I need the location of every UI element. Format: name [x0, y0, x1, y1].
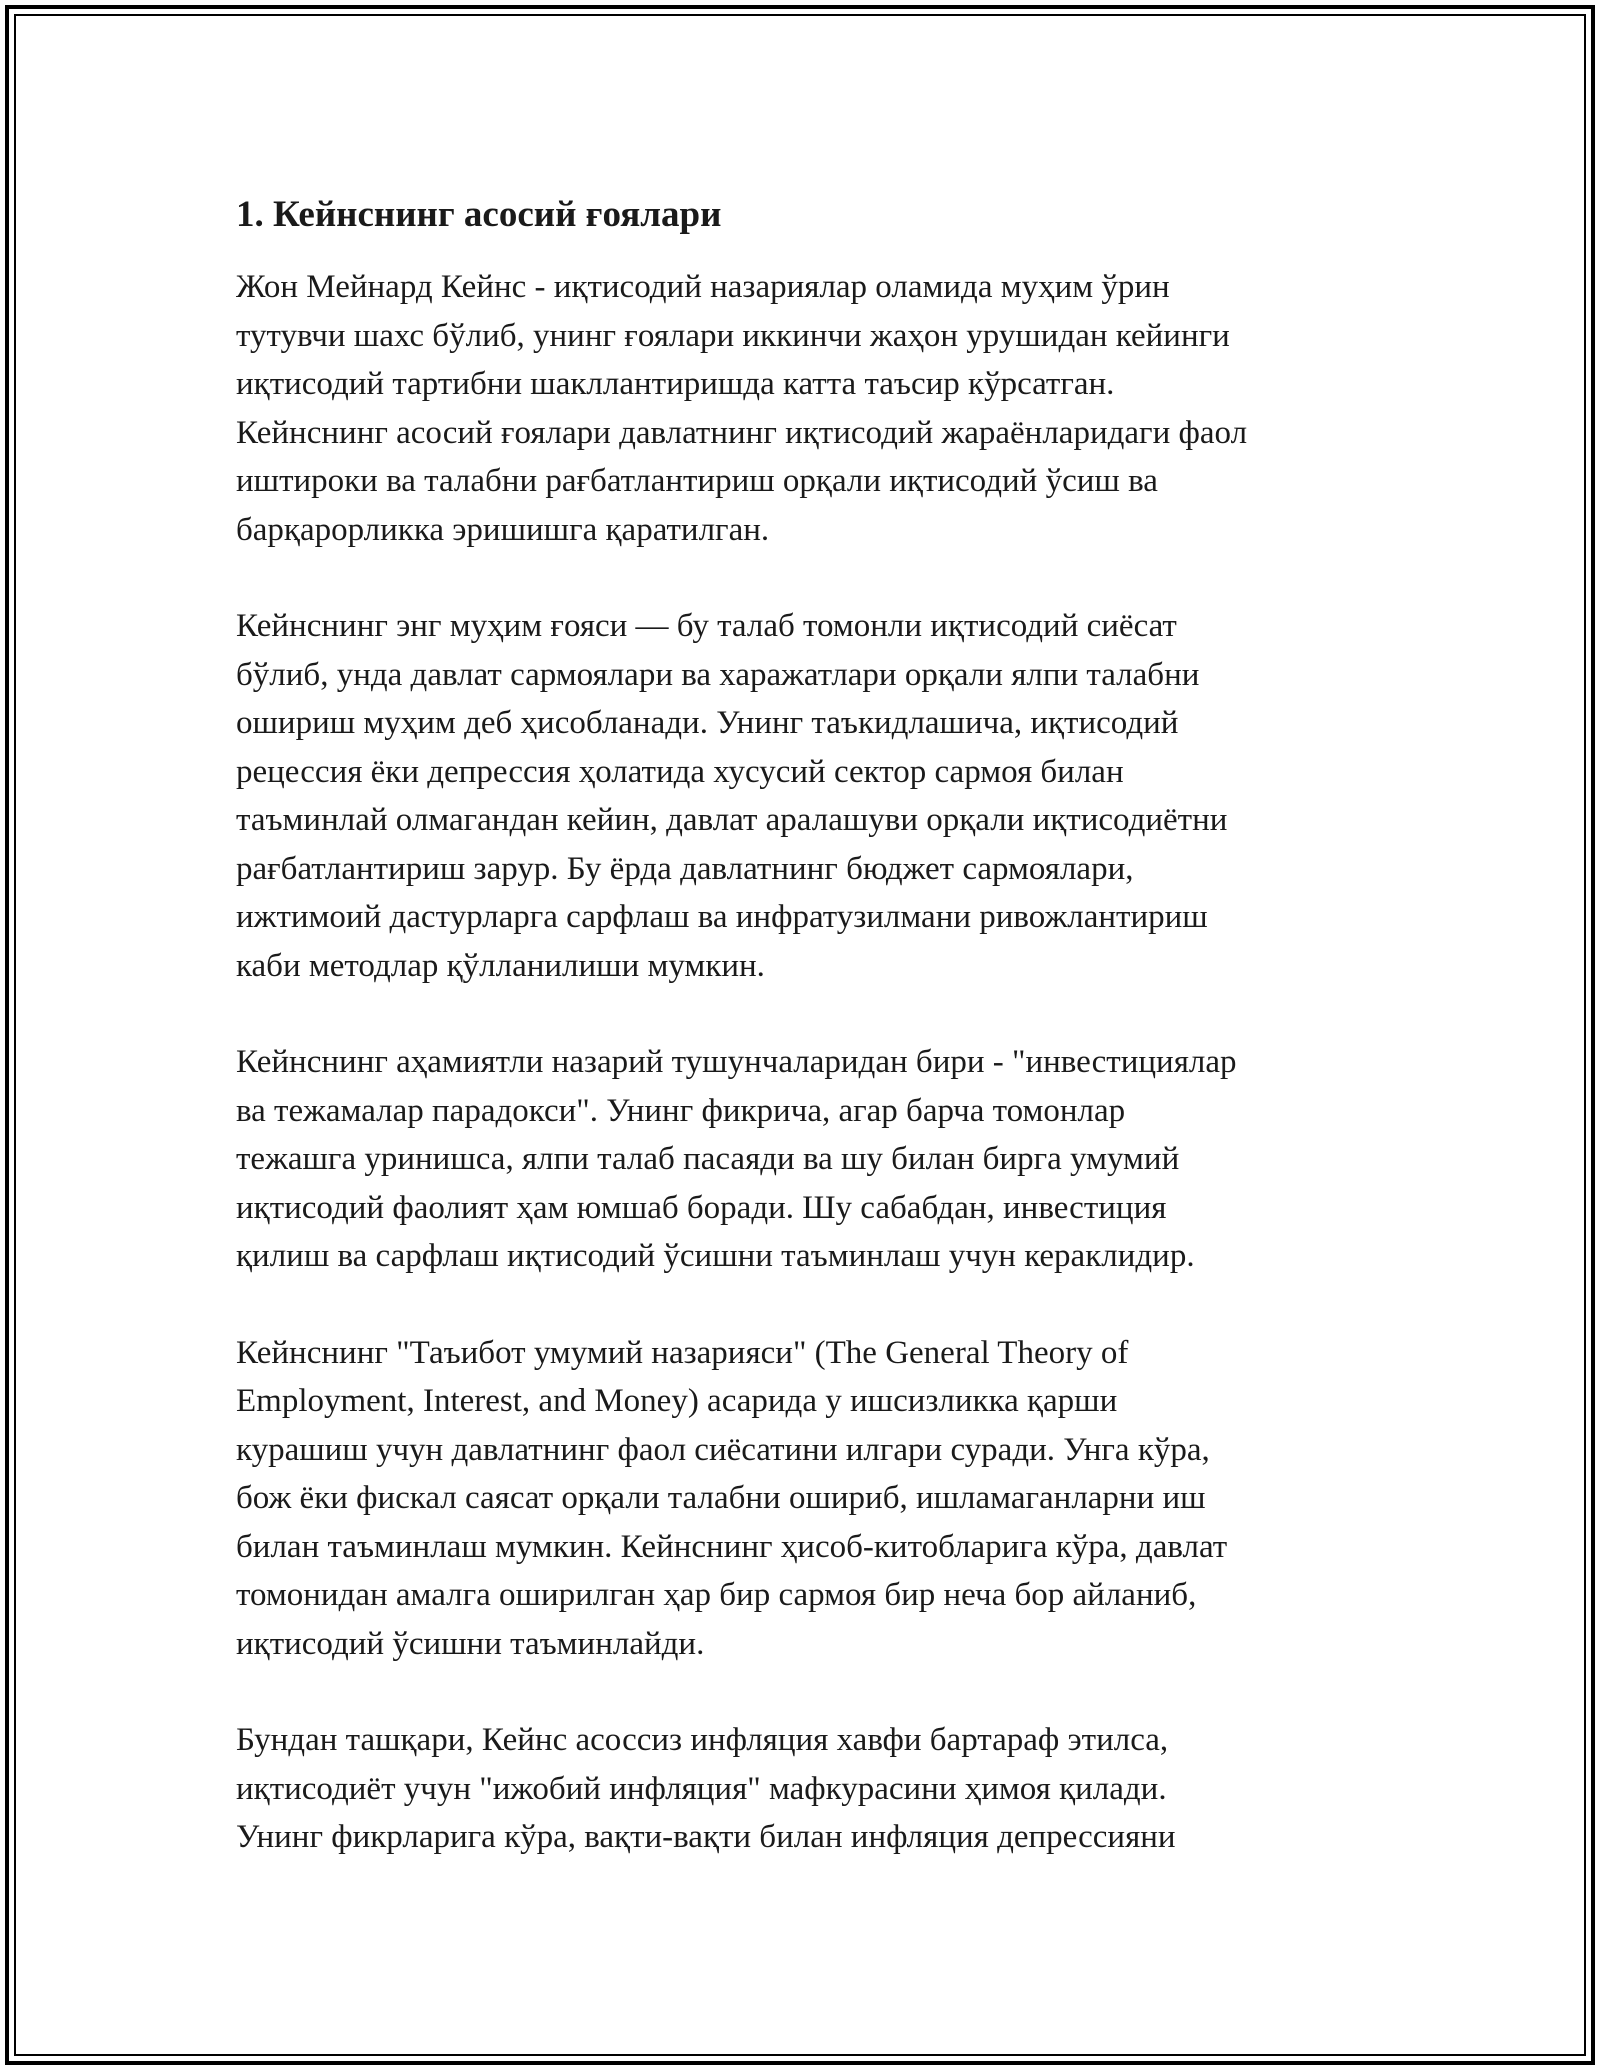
- paragraph: Бундан ташқари, Кейнс асоссиз инфляция хавфи бартараф этилса, иқтисодиёт учун "ижобий инфляция" мафкурасини ҳимоя қилади. Унинг фикрларига кўра, вақти-вақти билан инфляция депрессияни: [236, 1722, 1176, 1855]
- paragraph: Кейнснинг аҳамиятли назарий тушунчаларидан бири - "инвестициялар ва тежамалар парадокси". Унинг фикрича, агар барча томонлар тежашга уринишса, ялпи талаб пасаяди ва шу билан бирга умумий иқтисодий фаолият ҳам юмшаб боради. Шу сабабдан, инвестиция қилиш ва сарфлаш иқтисодий ўсишни таъминлаш учун кераклидир.: [236, 1044, 1237, 1274]
- paragraph: Кейнснинг энг муҳим ғояси — бу талаб томонли иқтисодий сиёсат бўлиб, унда давлат сармоялари ва харажатлари орқали ялпи талабни ошириш муҳим деб ҳисобланади. Унинг таъкидлашича, иқтисодий рецессия ёки депрессия ҳолатида хусусий сектор сармоя билан таъминлай олмагандан кейин, давлат аралашуви орқали иқтисодиётни рағбатлантириш зарур. Бу ёрда давлатнинг бюджет сармоялари, ижтимоий дастурларга сарфлаш ва инфратузилмани ривожлантириш каби методлар қўлланилиши мумкин.: [236, 608, 1228, 984]
- paragraph: Жон Мейнард Кейнс - иқтисодий назариялар оламида муҳим ўрин тутувчи шахс бўлиб, унинг ғоялари иккинчи жаҳон урушидан кейинги иқтисодий тартибни шакллантиришда катта таъсир кўрсатган. Кейнснинг асосий ғоялари давлатнинг иқтисодий жараёнларидаги фаол иштироки ва талабни рағбатлантириш орқали иқтисодий ўсиш ва барқарорликка эришишга қаратилган.: [236, 269, 1248, 548]
- paragraph: Кейнснинг "Таъибот умумий назарияси" (The General Theory of Employment, Interest, and Money) асарида у ишсизликка қарши курашиш учун давлатнинг фаол сиёсатини илгари суради. Унга кўра, бож ёки фискал саясат орқали талабни ошириб, ишламаганларни иш билан таъминлаш мумкин. Кейнснинг ҳисоб-китобларига кўра, давлат томонидан амалга оширилган ҳар бир сармоя бир неча бор айланиб, иқтисодий ўсишни таъминлайди.: [236, 1334, 1228, 1662]
- document-body: [236, 187, 1376, 1910]
- section-heading: 1. Кейнснинг асосий ғоялари: [236, 194, 722, 235]
